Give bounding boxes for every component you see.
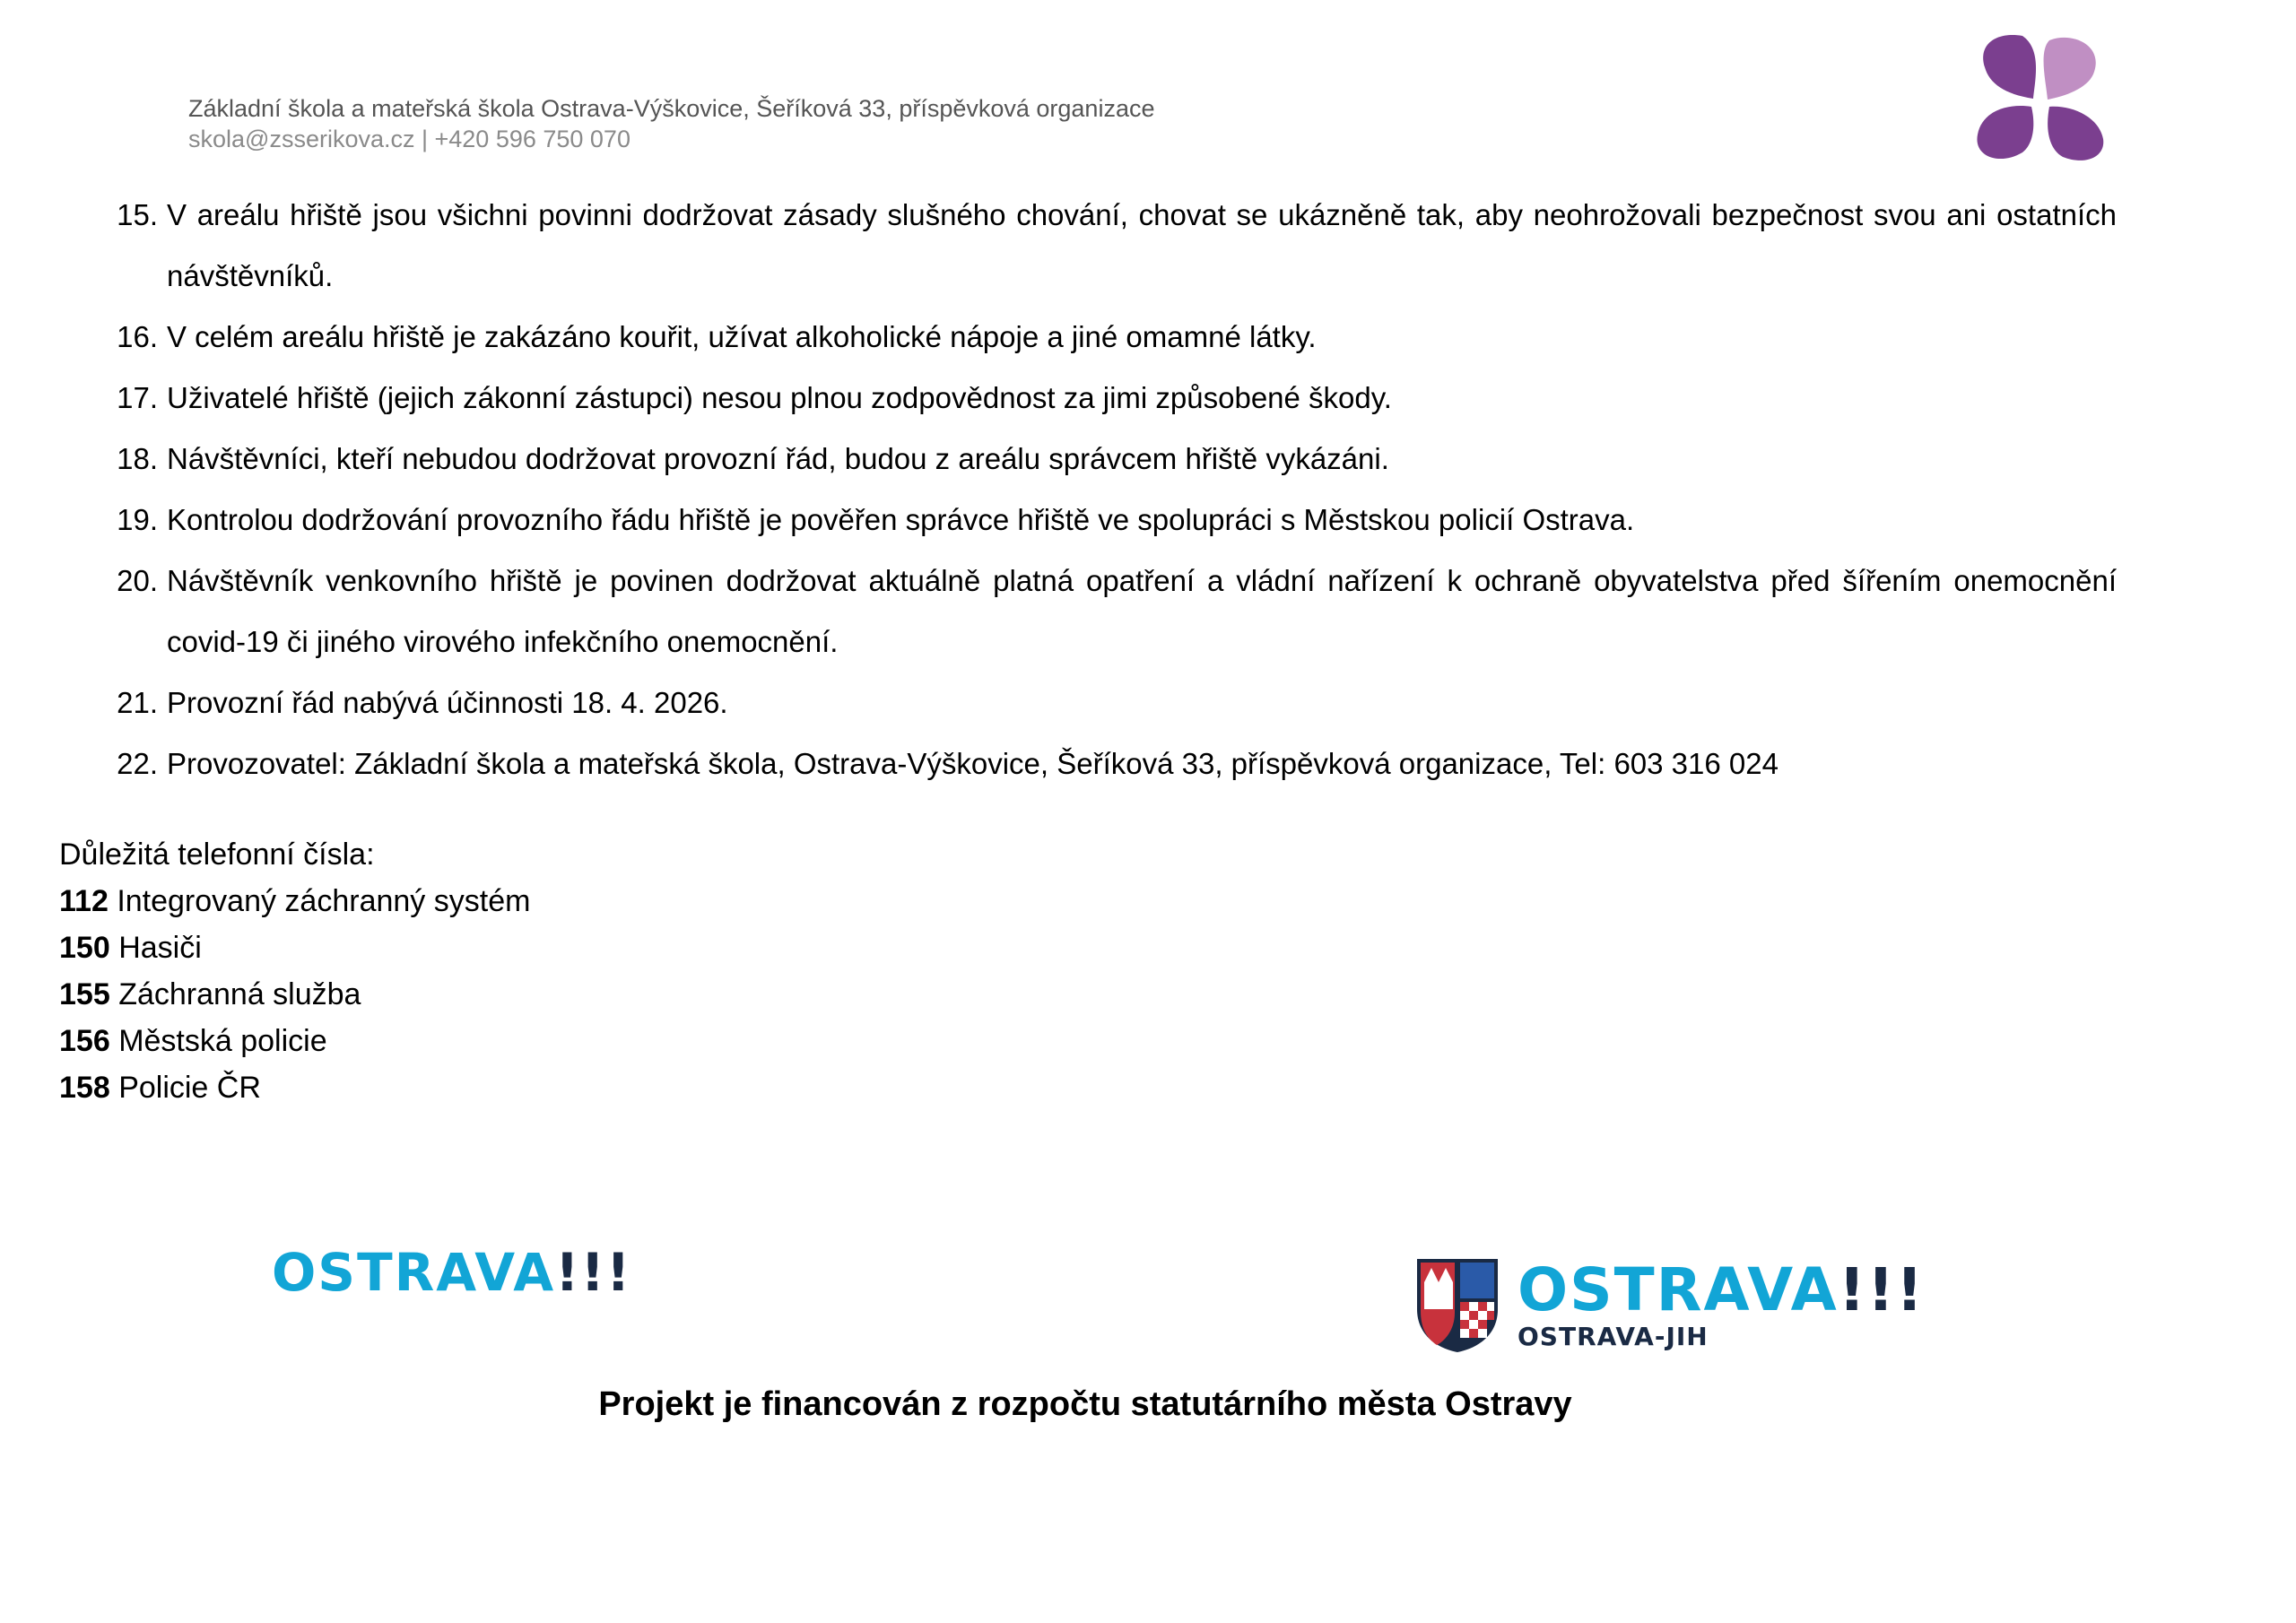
logo-subtitle: OSTRAVA-JIH [1518,1321,1709,1351]
rule-number: 16. [117,320,158,353]
important-phones [59,832,530,1111]
list-item [108,429,2117,490]
ostrava-logo [272,1242,631,1303]
rule-text: V celém areálu hřiště je zakázáno kouřit, užívat alkoholické nápoje a jiné omamné látky. [167,320,1317,353]
financing-note: Projekt je financován z rozpočtu statutárního města Ostravy [598,1385,1572,1423]
rule-text: Kontrolou dodržování provozního řádu hřiště je pověřen správce hřiště ve spolupráci s Městskou policií Ostrava. [167,503,1635,536]
phone-number: 156 [59,1024,110,1058]
rule-number: 18. [117,442,158,475]
phone-label: Hasiči [118,931,202,965]
rule-number: 20. [117,564,158,597]
logo-exclamation: !!! [1838,1254,1926,1324]
phone-number: 150 [59,931,110,965]
list-item [108,551,2117,673]
phone-number: 155 [59,977,110,1011]
list-item [108,490,2117,551]
phone-row [59,971,530,1018]
coat-of-arms-icon [1413,1255,1501,1354]
list-item [108,673,2117,733]
rule-number: 21. [117,686,158,719]
rule-text: Návštěvníci, kteří nebudou dodržovat provozní řád, budou z areálu správcem hřiště vykázáni. [167,442,1389,475]
phone-number: 158 [59,1071,110,1105]
rule-text: V areálu hřiště jsou všichni povinni dodržovat zásady slušného chování, chovat se ukázněně tak, aby neohrožovali bezpečnost svou ani ostatních návštěvníků. [167,198,2117,292]
phone-label: Integrovaný záchranný systém [117,884,531,918]
phone-number: 112 [59,884,109,918]
rule-text: Uživatelé hřiště (jejich zákonní zástupci) nesou plnou zodpovědnost za jimi způsobené škody. [167,381,1392,414]
phone-label: Policie ČR [118,1071,261,1105]
phone-row [59,1064,530,1111]
rule-text: Provozní řád nabývá účinnosti 18. 4. 2026. [167,686,728,719]
rule-number: 15. [117,198,158,231]
list-item [108,368,2117,429]
list-item [108,307,2117,368]
rule-text: Návštěvník venkovního hřiště je povinen dodržovat aktuálně platná opatření a vládní nařízení k ochraně obyvatelstva před šířením onemocnění covid-19 či jiného virového infekčního onemocnění. [167,564,2117,658]
phone-row [59,1018,530,1064]
rule-number: 19. [117,503,158,536]
logo-word: OSTRAVA [272,1242,556,1303]
phone-row [59,878,530,924]
phone-label: Městská policie [118,1024,327,1058]
school-flower-logo [1960,31,2117,175]
ostrava-jih-logo [1413,1255,1925,1354]
org-contact: skola@zsserikova.cz | +420 596 750 070 [188,126,631,152]
rule-text: Provozovatel: Základní škola a mateřská škola, Ostrava-Výškovice, Šeříková 33, příspěvková organizace, Tel: 603 316 024 [167,747,1779,780]
rule-number: 22. [117,747,158,780]
list-item [108,733,2117,794]
rules-list [108,185,2117,794]
list-item [108,185,2117,307]
logo-exclamation: !!! [555,1242,632,1303]
logo-word: OSTRAVA [1518,1254,1839,1324]
org-name: Základní škola a mateřská škola Ostrava-Výškovice, Šeříková 33, příspěvková organizace [188,95,1155,122]
phone-row [59,924,530,971]
letterhead [188,93,1354,154]
rule-number: 17. [117,381,158,414]
phones-heading: Důležitá telefonní čísla: [59,838,375,872]
phone-label: Záchranná služba [118,977,361,1011]
